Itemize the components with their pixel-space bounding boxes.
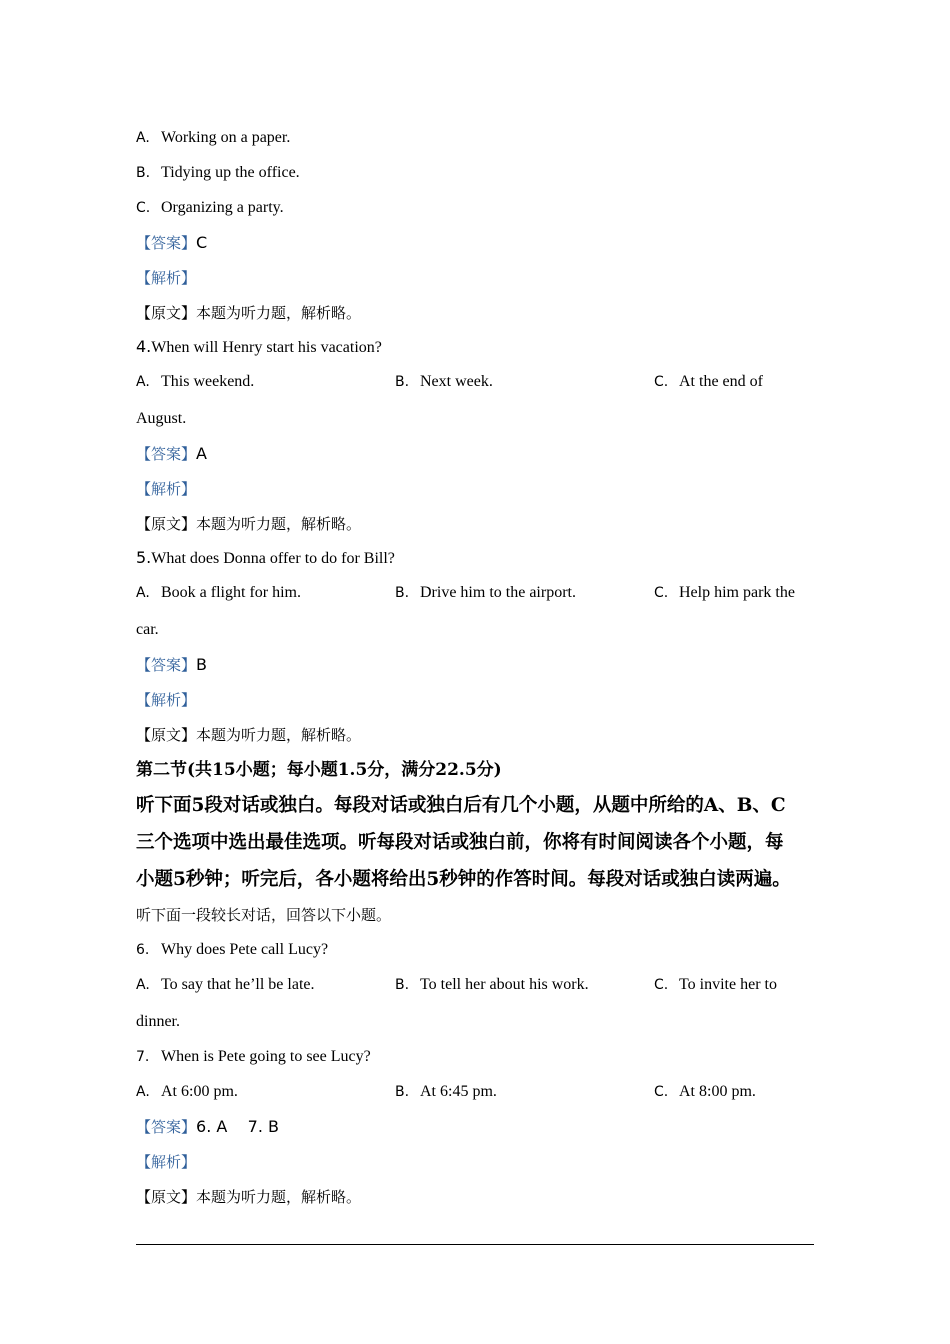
q5-option-a: A. Book a flight for him. (136, 584, 301, 601)
q4-option-c-wrap: August. (136, 410, 187, 427)
q5-question: 5.What does Donna offer to do for Bill? (136, 548, 395, 567)
q4-original: 【原文】本题为听力题，解析略。 (136, 515, 362, 533)
q6-option-c-wrap: dinner. (136, 1013, 180, 1030)
q7-option-c: C. At 8:00 pm. (654, 1083, 756, 1100)
q3-analysis: 【解析】 (136, 269, 197, 287)
q5-original: 【原文】本题为听力题，解析略。 (136, 726, 362, 744)
section2-instructions-line-1: 听下面5段对话或独白。每段对话或独白后有几个小题，从题中所给的A、B、C (136, 795, 786, 816)
q5-option-b: B. Drive him to the airport. (395, 584, 576, 601)
q5-answer: 【答案】B (136, 655, 207, 674)
q5-analysis: 【解析】 (136, 691, 197, 709)
q67-original: 【原文】本题为听力题，解析略。 (136, 1188, 362, 1206)
q3-original: 【原文】本题为听力题，解析略。 (136, 304, 362, 322)
footer-divider (136, 1244, 814, 1245)
q6-option-a: A. To say that he’ll be late. (136, 976, 315, 993)
q3-option-b: B. Tidying up the office. (136, 164, 300, 181)
q4-answer: 【答案】A (136, 444, 207, 463)
q7-question: 7. When is Pete going to see Lucy? (136, 1048, 371, 1065)
q4-question: 4.When will Henry start his vacation? (136, 337, 382, 356)
q3-answer: 【答案】C (136, 233, 208, 252)
q6-option-b: B. To tell her about his work. (395, 976, 589, 993)
q3-option-a: A. Working on a paper. (136, 129, 291, 146)
q7-option-b: B. At 6:45 pm. (395, 1083, 497, 1100)
q6-question: 6. Why does Pete call Lucy? (136, 941, 329, 958)
q6-option-c: C. To invite her to (654, 976, 777, 993)
section2-instructions-line-3: 小题5秒钟；听完后，各小题将给出5秒钟的作答时间。每段对话或独白读两遍。 (136, 869, 791, 890)
q67-analysis: 【解析】 (136, 1153, 197, 1171)
q5-option-c: C. Help him park the (654, 584, 795, 601)
q67-answer: 【答案】6. A 7. B (136, 1117, 279, 1136)
q4-option-c: C. At the end of (654, 373, 763, 390)
q3-option-c: C. Organizing a party. (136, 199, 284, 216)
q5-option-c-wrap: car. (136, 621, 159, 638)
q4-option-b: B. Next week. (395, 373, 493, 390)
q4-option-a: A. This weekend. (136, 373, 255, 390)
q7-option-a: A. At 6:00 pm. (136, 1083, 238, 1100)
section2-title: 第二节(共15小题；每小题1.5分，满分22.5分) (136, 760, 502, 780)
section2-instructions-line-2: 三个选项中选出最佳选项。听每段对话或独白前，你将有时间阅读各个小题，每 (136, 832, 784, 853)
section2-note: 听下面一段较长对话，回答以下小题。 (136, 906, 392, 924)
q4-analysis: 【解析】 (136, 480, 197, 498)
